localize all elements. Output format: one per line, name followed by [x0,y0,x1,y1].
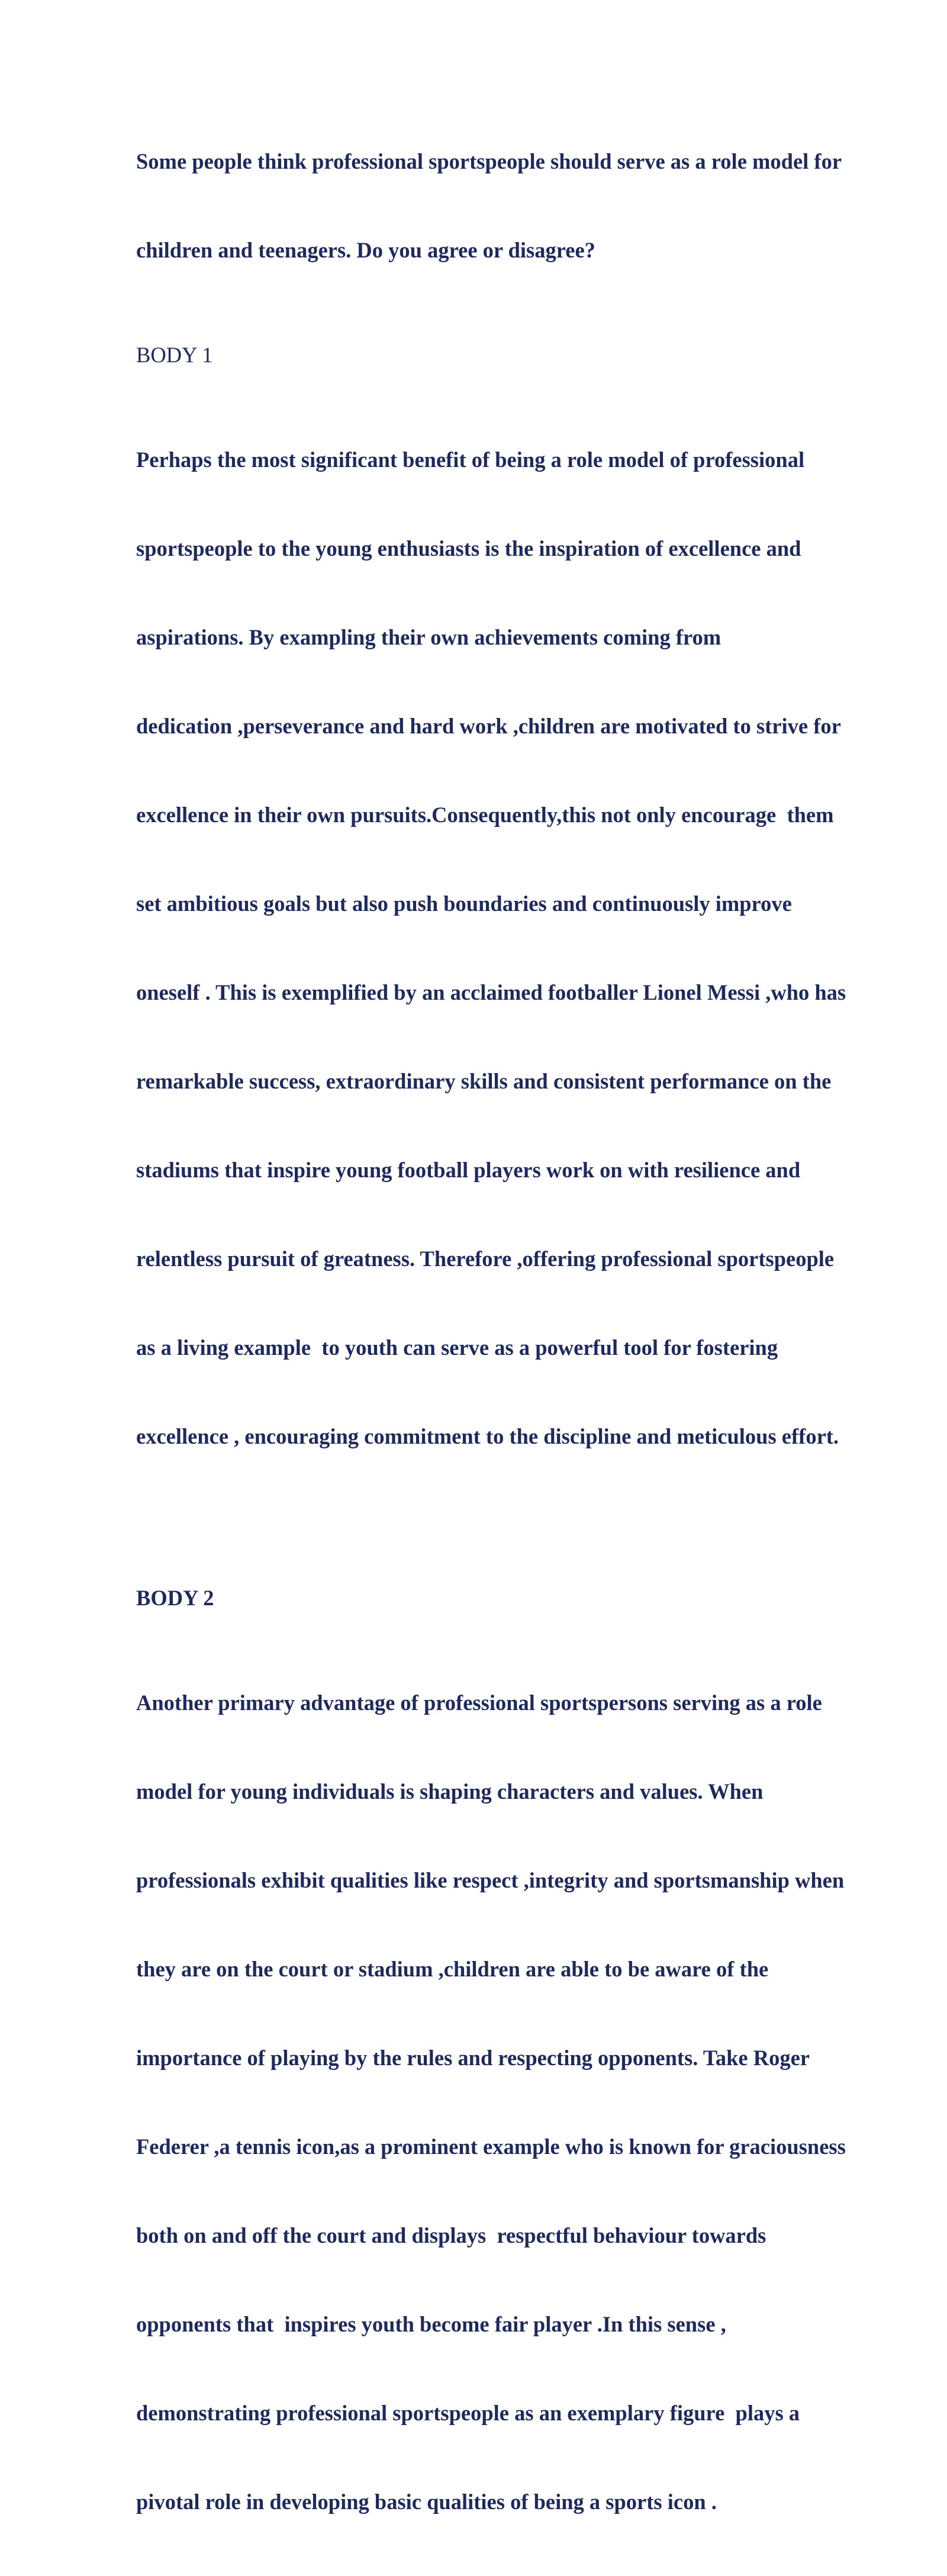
body2-line: they are on the court or stadium ,children are able to be aware of the [136,1957,769,1981]
body1-line: remarkable success, extraordinary skills and consistent performance on the [136,1069,832,1093]
document-page [136,88,888,2576]
body2-line: pivotal role in developing basic qualities of being a sports icon . [136,2490,717,2514]
body1-line: relentless pursuit of greatness. Therefore ,offering professional sportspeople [136,1247,835,1271]
body2-paragraph [136,1629,888,2576]
body1-heading: BODY 1 [136,343,213,367]
essay-question [136,88,888,324]
body1-line: excellence in their own pursuits.Consequently,this not only encourage them [136,803,834,827]
body1-line: stadiums that inspire young football players work on with resilience and [136,1158,801,1182]
body2-heading: BODY 2 [136,1586,214,1610]
body2-line: model for young individuals is shaping characters and values. When [136,1779,764,1804]
body2-line: professionals exhibit qualities like respect ,integrity and sportsmanship when [136,1868,845,1892]
body2-line: both on and off the court and displays respectful behaviour towards [136,2223,766,2247]
body1-line: Perhaps the most significant benefit of being a role model of professional [136,447,805,472]
body2-line: demonstrating professional sportspeople as an exemplary figure plays a [136,2401,800,2425]
body1-line: as a living example to youth can serve as a powerful tool for fostering [136,1335,778,1360]
question-line: children and teenagers. Do you agree or disagree? [136,238,595,262]
body2-line: Another primary advantage of professional sportspersons serving as a role [136,1690,822,1715]
body1-line: oneself . This is exemplified by an acclaimed footballer Lionel Messi ,who has [136,980,846,1004]
body2-line: opponents that inspires youth become fair player .In this sense , [136,2312,726,2336]
body2-line: importance of playing by the rules and respecting opponents. Take Roger [136,2046,810,2070]
body1-line: set ambitious goals but also push boundaries and continuously improve [136,891,792,916]
body1-line: sportspeople to the young enthusiasts is the inspiration of excellence and [136,536,801,561]
body2-line: Federer ,a tennis icon,as a prominent example who is known for graciousness [136,2134,846,2159]
body1-paragraph [136,386,888,1511]
body1-line: dedication ,perseverance and hard work ,children are motivated to strive for [136,714,841,738]
body1-line: aspirations. By exampling their own achievements coming from [136,625,721,649]
body1-line: excellence , encouraging commitment to the discipline and meticulous effort. [136,1424,839,1448]
question-line: Some people think professional sportspeople should serve as a role model for [136,149,842,173]
